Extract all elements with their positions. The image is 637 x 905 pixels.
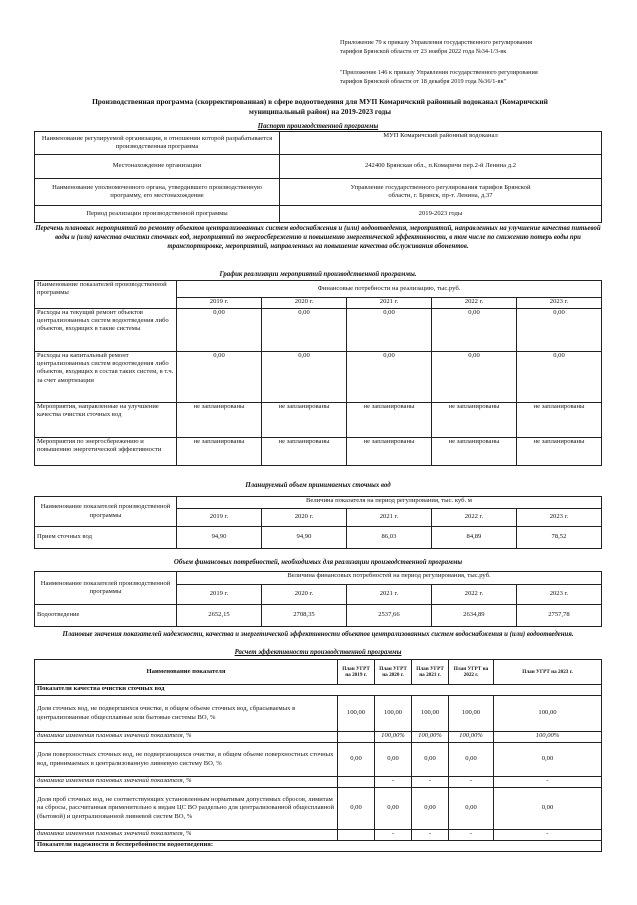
- passport-value: 242400 Брянская обл., п.Комаричи пер.2-й Ленина д.2: [280, 155, 602, 179]
- cell-value: 84,89: [431, 527, 516, 549]
- year-header: 2022 г.: [432, 298, 517, 309]
- cell-value: 100,00: [449, 696, 494, 732]
- cell-value: 0,00: [347, 309, 432, 352]
- cell-value: 2757,78: [516, 605, 601, 627]
- passport-label: Наименование уполномоченного органа, утвердившего производственную программу, его местонахождение: [35, 179, 280, 206]
- dynamics-label: динамика изменения плановых значений показателя, %: [35, 830, 338, 841]
- cell-value: 78,52: [516, 527, 601, 549]
- year-header: 2023 г.: [516, 509, 601, 527]
- row-label: Мероприятия, направленные на улучшение качества очистки сточных вод: [35, 403, 177, 438]
- document-title: [40, 97, 600, 117]
- reliability-col-label: Наименование показателя: [35, 660, 338, 685]
- title-line-1: Производственная программа (скорректированная) в сфере водоотведения для МУП Комаричский районный водоканал (Комаричский: [92, 97, 548, 106]
- cell-value: 94,90: [177, 527, 262, 549]
- reliability-table: [34, 659, 602, 852]
- cell-value: -: [412, 777, 449, 788]
- table-row: [35, 309, 602, 352]
- row-label: Водоотведение: [35, 605, 177, 627]
- cell-value: не запланированы: [262, 403, 347, 438]
- plan-header: План УГРТ на 2021 г.: [412, 660, 449, 685]
- table-row: [35, 743, 602, 777]
- year-header: 2023 г.: [516, 585, 601, 605]
- cell-value: 100,00%: [375, 732, 412, 743]
- measures-intro: Перечень плановых мероприятий по ремонту объектов централизованных систем водоснабжения и (или) водоотведения, мероприятий, направленных на улучшение качества питьевой воды и (или) качества очистки сточных вод, мероприятий по энергосбережению и повышению энергетической эффективности, в том числе по снижению потерь воды при транспортировке, мероприятий, направленных на повышение качества обслуживания абонентов.: [35, 225, 601, 250]
- cell-value: 0,00: [412, 788, 449, 830]
- dynamics-row: [35, 732, 602, 743]
- table-row: [35, 403, 602, 438]
- finance-table: [34, 571, 602, 627]
- row-label: Мероприятия по энергосбережению и повышению энергетической эффективности: [35, 438, 177, 466]
- cell-value: 100,00: [375, 696, 412, 732]
- passport-value: Управление государственного регулирования тарифов Брянской области, г. Брянск, пр-т. Ленина, д.37: [280, 179, 602, 206]
- appendix-note-1: [340, 38, 600, 56]
- year-header: 2021 г.: [346, 585, 431, 605]
- dynamics-label: динамика изменения плановых значений показателя, %: [35, 777, 338, 788]
- cell-value: 0,00: [517, 352, 602, 403]
- row-label: Доля поверхностных сточных вод, не подвергающихся очистке, в общем объеме поверхностных сточных вод, принимаемых в централизованную ливневую систему ВО, %: [35, 743, 338, 777]
- cell-value: 0,00: [494, 743, 602, 777]
- appendix-note-1-line2: тарифов Брянской области от 23 ноября 2022 года №34-1/3-вк: [340, 48, 507, 55]
- cell-value: не запланированы: [432, 438, 517, 466]
- cell-value: 100,00: [412, 696, 449, 732]
- row-label: Расходы на текущий ремонт объектов централизованных систем водоотведения либо объектов, входящих в такие системы: [35, 309, 177, 352]
- plan-header: План УГРТ на 2019 г.: [338, 660, 375, 685]
- cell-value: 2634,89: [431, 605, 516, 627]
- measures-heading: График реализации мероприятий производственной программы.: [219, 271, 417, 278]
- cell-value: не запланированы: [517, 438, 602, 466]
- cell-value: не запланированы: [517, 403, 602, 438]
- cell-value: не запланированы: [177, 403, 262, 438]
- cell-value: 100,00: [494, 696, 602, 732]
- dynamics-row: [35, 777, 602, 788]
- cell-value: 0,00: [347, 352, 432, 403]
- cell-value: 0,00: [375, 788, 412, 830]
- cell-value: 100,00%: [412, 732, 449, 743]
- finance-heading: Объем финансовых потребностей, необходимых для реализации производственной программы: [173, 559, 463, 566]
- section-heading: Показатели качества очистки сточных вод: [35, 685, 602, 696]
- cell-value: не запланированы: [347, 438, 432, 466]
- cell-value: 0,00: [338, 788, 375, 830]
- passport-row: [35, 179, 602, 206]
- cell-value: [338, 830, 375, 841]
- row-label: Расходы на капитальный ремонт централизованных систем водоотведения либо объектов, входящих в состав таких систем, в т.ч. за счет амортизации: [35, 352, 177, 403]
- measures-col-label: Наименование показателей производственной программы: [35, 281, 177, 309]
- year-header: 2023 г.: [517, 298, 602, 309]
- cell-value: 0,00: [449, 788, 494, 830]
- passport-label: Местонахождение организации: [35, 155, 280, 179]
- year-header: 2020 г.: [261, 509, 346, 527]
- cell-value: не запланированы: [432, 403, 517, 438]
- table-row: [35, 438, 602, 466]
- plan-header: План УГРТ на 2022 г.: [449, 660, 494, 685]
- cell-value: 0,00: [177, 309, 262, 352]
- row-label: Прием сточных вод: [35, 527, 177, 549]
- measures-col-group: Финансовые потребности на реализацию, тыс.руб.: [177, 281, 602, 298]
- cell-value: 0,00: [412, 743, 449, 777]
- title-line-2: муниципальный район) на 2019-2023 годы: [248, 107, 392, 116]
- cell-value: 0,00: [338, 743, 375, 777]
- plan-header: План УГРТ на 2023 г.: [494, 660, 602, 685]
- cell-value: 0,00: [262, 352, 347, 403]
- passport-row: [35, 206, 602, 223]
- dynamics-row: [35, 830, 602, 841]
- cell-value: 0,00: [432, 309, 517, 352]
- year-header: 2019 г.: [177, 298, 262, 309]
- passport-row: [35, 155, 602, 179]
- cell-value: -: [494, 830, 602, 841]
- cell-value: 100,00%: [449, 732, 494, 743]
- cell-value: 94,90: [261, 527, 346, 549]
- cell-value: -: [412, 830, 449, 841]
- passport-heading: Паспорт производственной программы: [257, 123, 379, 130]
- year-header: 2022 г.: [431, 585, 516, 605]
- year-header: 2020 г.: [261, 585, 346, 605]
- appendix-note-1-line1: Приложение 79 к приказу Управления государственного регулирования: [340, 39, 533, 46]
- cell-value: не запланированы: [177, 438, 262, 466]
- passport-label: Наименование регулируемой организации, в отношении которой разрабатывается производственная программа: [35, 132, 280, 155]
- finance-col-label: Наименование показателей производственной программы: [35, 572, 177, 605]
- year-header: 2021 г.: [347, 298, 432, 309]
- passport-value: МУП Комаричский районный водоканал: [280, 132, 602, 155]
- cell-value: 2537,66: [346, 605, 431, 627]
- year-header: 2022 г.: [431, 509, 516, 527]
- cell-value: [338, 732, 375, 743]
- volume-col-group: Величина показателя на период регулирования, тыс. куб. м: [177, 497, 602, 509]
- row-label: Доля проб сточных вод, не соответствующих установленным нормативам допустимых сбросов, лимитам на сбросы, рассчитанная применительно к видам ЦС ВО раздельно для централизованной общесплавной (бытовой) и централизованной ливневой систем ВО, %: [35, 788, 338, 830]
- cell-value: -: [375, 777, 412, 788]
- measures-table: [34, 280, 602, 466]
- cell-value: не запланированы: [347, 403, 432, 438]
- reliability-intro: Плановые значения показателей надежности, качества и энергетической эффективности объектов централизованных систем водоснабжения и (или) водоотведения.: [62, 631, 574, 638]
- cell-value: 2708,35: [261, 605, 346, 627]
- volume-heading: Планируемый объем принимаемых сточных вод: [245, 482, 391, 489]
- year-header: 2021 г.: [346, 509, 431, 527]
- dynamics-label: динамика изменения плановых значений показателя, %: [35, 732, 338, 743]
- section-heading: Показатели надежности и бесперебойности водоотведения:: [35, 841, 602, 852]
- table-row: [35, 696, 602, 732]
- passport-row: [35, 132, 602, 155]
- cell-value: 0,00: [449, 743, 494, 777]
- cell-value: 0,00: [517, 309, 602, 352]
- cell-value: 100,00: [338, 696, 375, 732]
- table-row: [35, 527, 602, 549]
- plan-header: План УГРТ на 2020 г.: [375, 660, 412, 685]
- cell-value: 2652,15: [177, 605, 262, 627]
- row-label: Доля сточных вод, не подвергшихся очистке, в общем объеме сточных вод, сбрасываемых в централизованные общесплавные или бытовые системы ВО, %: [35, 696, 338, 732]
- cell-value: -: [449, 830, 494, 841]
- year-header: 2020 г.: [262, 298, 347, 309]
- cell-value: 86,03: [346, 527, 431, 549]
- passport-table: [34, 131, 602, 223]
- cell-value: 100,00%: [494, 732, 602, 743]
- finance-col-group: Величина финансовых потребностей на период регулирования, тыс.руб.: [177, 572, 602, 585]
- table-row: [35, 788, 602, 830]
- appendix-note-2: [340, 68, 600, 86]
- volume-col-label: Наименование показателей производственной программы: [35, 497, 177, 527]
- volume-table: [34, 496, 602, 549]
- cell-value: -: [375, 830, 412, 841]
- cell-value: -: [449, 777, 494, 788]
- year-header: 2019 г.: [177, 509, 262, 527]
- year-header: 2019 г.: [177, 585, 262, 605]
- table-row: [35, 605, 602, 627]
- cell-value: -: [494, 777, 602, 788]
- passport-label: Период реализации производственной программы: [35, 206, 280, 223]
- passport-value: 2019-2023 годы: [280, 206, 602, 223]
- cell-value: 0,00: [494, 788, 602, 830]
- reliability-heading: Расчет эффективности производственной программы: [234, 649, 402, 656]
- cell-value: 0,00: [375, 743, 412, 777]
- cell-value: [338, 777, 375, 788]
- cell-value: не запланированы: [262, 438, 347, 466]
- cell-value: 0,00: [432, 352, 517, 403]
- appendix-note-2-line1: "Приложение 146 к приказу Управления государственного регулирования: [340, 69, 538, 76]
- cell-value: 0,00: [177, 352, 262, 403]
- cell-value: 0,00: [262, 309, 347, 352]
- table-row: [35, 352, 602, 403]
- appendix-note-2-line2: тарифов Брянской области от 18 декабря 2019 года №36/1-вк": [340, 78, 507, 85]
